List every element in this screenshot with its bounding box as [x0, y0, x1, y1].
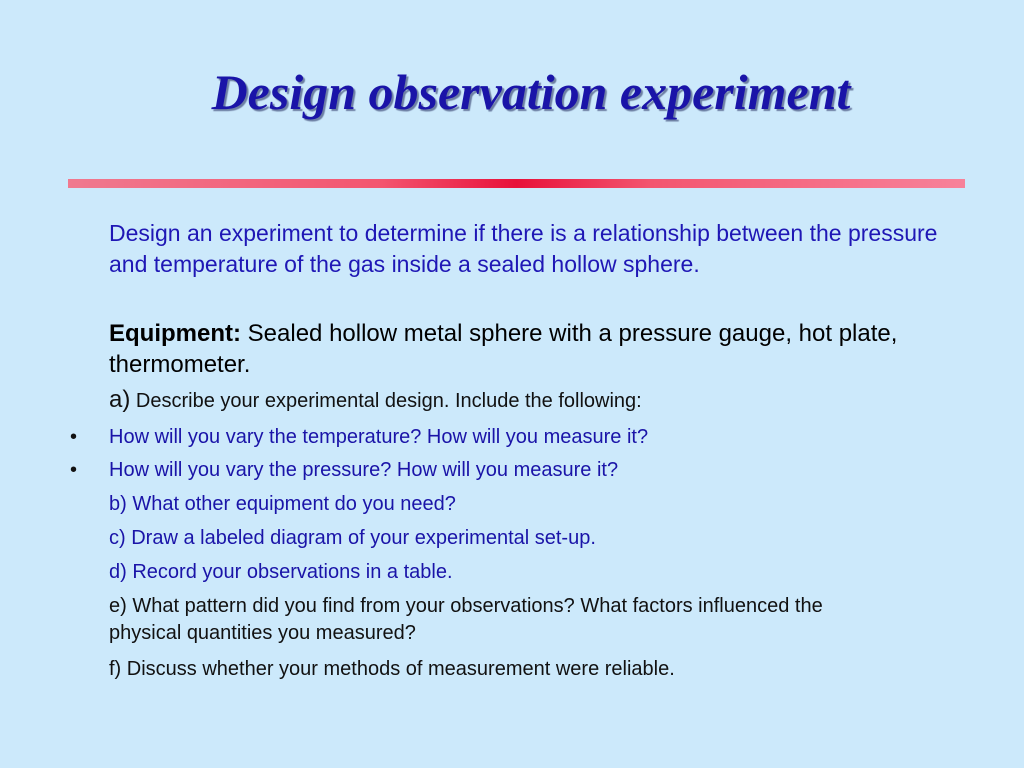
bullet-item-temperature: How will you vary the temperature? How will you measure it?: [109, 426, 649, 448]
equipment-label: Equipment:: [109, 320, 241, 347]
part-c: c) Draw a labeled diagram of your experimental set-up.: [109, 527, 596, 549]
equipment-paragraph: [109, 318, 969, 380]
slide-title: Design observation experiment: [211, 64, 851, 120]
bullet-item-pressure: How will you vary the pressure? How will you measure it?: [109, 459, 619, 481]
part-e: e) What pattern did you find from your observations? What factors influenced the physical quantities you measured?: [109, 595, 823, 644]
equipment-text: Sealed hollow metal sphere with a pressure gauge, hot plate, thermometer.: [109, 320, 898, 378]
title-divider: [68, 179, 965, 188]
part-a-letter: a): [109, 386, 131, 413]
part-b: b) What other equipment do you need?: [109, 493, 456, 515]
part-f: f) Discuss whether your methods of measurement were reliable.: [109, 658, 675, 680]
part-a: [109, 386, 969, 415]
intro-paragraph: Design an experiment to determine if there is a relationship between the pressure and temperature of the gas inside a sealed hollow sphere.: [109, 220, 938, 277]
bullet-icon: •: [70, 459, 78, 481]
part-d: d) Record your observations in a table.: [109, 561, 453, 583]
part-a-text: Describe your experimental design. Include the following:: [130, 390, 642, 412]
bullet-icon: •: [70, 426, 78, 448]
